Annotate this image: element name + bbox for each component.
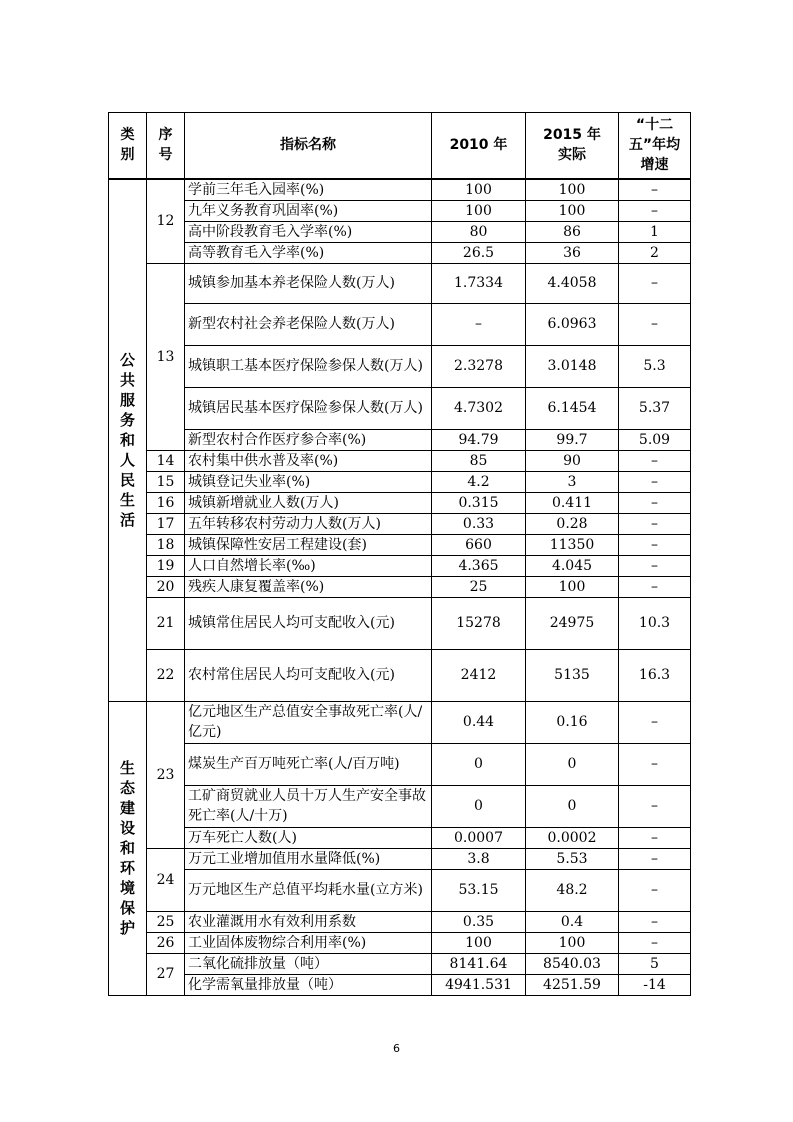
seq-cell: 25 [147, 911, 185, 932]
indicator-name: 万元工业增加值用水量降低(%) [185, 848, 432, 869]
value-2010: 100 [432, 932, 526, 953]
value-2010: 2.3278 [432, 345, 526, 387]
seq-cell: 21 [147, 597, 185, 649]
indicator-name: 二氧化硫排放量（吨） [185, 953, 432, 974]
growth-rate: – [619, 450, 691, 471]
value-2015: 100 [526, 200, 619, 221]
indicator-name: 工矿商贸就业人员十万人生产安全事故死亡率(人/十万) [185, 785, 432, 827]
value-2015: 8540.03 [526, 953, 619, 974]
header-name: 指标名称 [185, 113, 432, 179]
seq-cell: 16 [147, 492, 185, 513]
table-row [109, 743, 691, 785]
value-2015: 36 [526, 242, 619, 263]
indicator-name: 城镇保障性安居工程建设(套) [185, 534, 432, 555]
value-2010: 1.7334 [432, 263, 526, 303]
indicator-name: 万元地区生产总值平均耗水量(立方米) [185, 869, 432, 911]
header-category: 类 别 [109, 113, 147, 179]
indicator-name: 残疾人康复覆盖率(%) [185, 576, 432, 597]
value-2010: – [432, 303, 526, 345]
table-row [109, 387, 691, 429]
table-row [109, 649, 691, 701]
value-2015: 4251.59 [526, 974, 619, 995]
value-2015: 86 [526, 221, 619, 242]
growth-rate: – [619, 848, 691, 869]
table-body [109, 179, 691, 996]
table-row [109, 848, 691, 869]
indicator-name: 新型农村社会养老保险人数(万人) [185, 303, 432, 345]
value-2015: 100 [526, 179, 619, 201]
table-row [109, 263, 691, 303]
table-row [109, 513, 691, 534]
value-2010: 2412 [432, 649, 526, 701]
category-public: 公 共 服 务 和 人 民 生 活 [109, 179, 147, 702]
value-2010: 660 [432, 534, 526, 555]
value-2015: 99.7 [526, 429, 619, 450]
value-2010: 94.79 [432, 429, 526, 450]
table-row [109, 221, 691, 242]
growth-rate: – [619, 471, 691, 492]
table-row [109, 471, 691, 492]
value-2015: 4.4058 [526, 263, 619, 303]
growth-rate: – [619, 785, 691, 827]
growth-rate: – [619, 263, 691, 303]
value-2010: 0.35 [432, 911, 526, 932]
value-2010: 4.2 [432, 471, 526, 492]
indicator-name: 城镇登记失业率(%) [185, 471, 432, 492]
value-2010: 80 [432, 221, 526, 242]
growth-rate: – [619, 911, 691, 932]
table-row [109, 827, 691, 848]
value-2010: 0 [432, 743, 526, 785]
value-2015: 48.2 [526, 869, 619, 911]
growth-rate: – [619, 200, 691, 221]
growth-rate: -14 [619, 974, 691, 995]
growth-rate: – [619, 869, 691, 911]
table-row [109, 200, 691, 221]
value-2015: 6.0963 [526, 303, 619, 345]
table-row [109, 450, 691, 471]
table-row [109, 242, 691, 263]
table-row [109, 576, 691, 597]
value-2010: 4.7302 [432, 387, 526, 429]
header-growth: “十二 五”年均 增速 [619, 113, 691, 179]
value-2015: 5135 [526, 649, 619, 701]
table-row [109, 869, 691, 911]
value-2015: 5.53 [526, 848, 619, 869]
value-2010: 0.44 [432, 701, 526, 743]
table-row [109, 953, 691, 974]
value-2015: 0.16 [526, 701, 619, 743]
indicator-name: 九年义务教育巩固率(%) [185, 200, 432, 221]
value-2010: 3.8 [432, 848, 526, 869]
seq-cell: 17 [147, 513, 185, 534]
header-2015: 2015 年 实际 [526, 113, 619, 179]
value-2015: 0.411 [526, 492, 619, 513]
value-2015: 4.045 [526, 555, 619, 576]
indicator-name: 万车死亡人数(人) [185, 827, 432, 848]
growth-rate: – [619, 303, 691, 345]
growth-rate: – [619, 179, 691, 201]
value-2015: 11350 [526, 534, 619, 555]
seq-cell: 26 [147, 932, 185, 953]
indicator-name: 煤炭生产百万吨死亡率(人/百万吨) [185, 743, 432, 785]
growth-rate: 10.3 [619, 597, 691, 649]
indicator-name: 亿元地区生产总值安全事故死亡率(人/亿元) [185, 701, 432, 743]
value-2010: 0 [432, 785, 526, 827]
growth-rate: 5.37 [619, 387, 691, 429]
value-2010: 26.5 [432, 242, 526, 263]
header-seq: 序 号 [147, 113, 185, 179]
indicator-name: 城镇常住居民人均可支配收入(元) [185, 597, 432, 649]
indicator-name: 人口自然增长率(‰) [185, 555, 432, 576]
indicator-name: 学前三年毛入园率(%) [185, 179, 432, 201]
value-2015: 0.4 [526, 911, 619, 932]
header-row [109, 113, 691, 179]
table-row [109, 785, 691, 827]
growth-rate: 1 [619, 221, 691, 242]
indicators-table [108, 112, 691, 996]
table-row [109, 932, 691, 953]
seq-cell: 24 [147, 848, 185, 911]
growth-rate: – [619, 827, 691, 848]
seq-cell: 12 [147, 179, 185, 264]
seq-cell: 20 [147, 576, 185, 597]
value-2015: 0.0002 [526, 827, 619, 848]
value-2010: 0.33 [432, 513, 526, 534]
seq-cell: 22 [147, 649, 185, 701]
growth-rate: 5.3 [619, 345, 691, 387]
table-row [109, 179, 691, 201]
value-2015: 6.1454 [526, 387, 619, 429]
indicator-name: 工业固体废物综合利用率(%) [185, 932, 432, 953]
growth-rate: – [619, 576, 691, 597]
growth-rate: – [619, 513, 691, 534]
indicator-name: 高等教育毛入学率(%) [185, 242, 432, 263]
value-2015: 0.28 [526, 513, 619, 534]
growth-rate: 5 [619, 953, 691, 974]
table-row [109, 492, 691, 513]
value-2015: 100 [526, 576, 619, 597]
value-2015: 90 [526, 450, 619, 471]
growth-rate: – [619, 555, 691, 576]
seq-cell: 13 [147, 263, 185, 450]
growth-rate: – [619, 492, 691, 513]
seq-cell: 19 [147, 555, 185, 576]
growth-rate: – [619, 743, 691, 785]
table-row [109, 534, 691, 555]
header-2010: 2010 年 [432, 113, 526, 179]
growth-rate: 5.09 [619, 429, 691, 450]
value-2010: 4941.531 [432, 974, 526, 995]
growth-rate: – [619, 534, 691, 555]
indicator-name: 城镇参加基本养老保险人数(万人) [185, 263, 432, 303]
growth-rate: – [619, 701, 691, 743]
growth-rate: 2 [619, 242, 691, 263]
seq-cell: 27 [147, 953, 185, 995]
growth-rate: – [619, 932, 691, 953]
table-row [109, 429, 691, 450]
table-row [109, 911, 691, 932]
indicator-name: 五年转移农村劳动力人数(万人) [185, 513, 432, 534]
indicator-name: 农村集中供水普及率(%) [185, 450, 432, 471]
table-row [109, 701, 691, 743]
value-2010: 100 [432, 179, 526, 201]
page-number: 6 [393, 1042, 400, 1055]
table-row [109, 974, 691, 995]
value-2015: 3 [526, 471, 619, 492]
indicator-name: 新型农村合作医疗参合率(%) [185, 429, 432, 450]
table-row [109, 345, 691, 387]
seq-cell: 14 [147, 450, 185, 471]
indicator-name: 农村常住居民人均可支配收入(元) [185, 649, 432, 701]
growth-rate: 16.3 [619, 649, 691, 701]
seq-cell: 18 [147, 534, 185, 555]
value-2010: 25 [432, 576, 526, 597]
indicator-name: 农业灌溉用水有效利用系数 [185, 911, 432, 932]
indicator-name: 城镇新增就业人数(万人) [185, 492, 432, 513]
value-2015: 3.0148 [526, 345, 619, 387]
value-2010: 53.15 [432, 869, 526, 911]
indicator-name: 城镇居民基本医疗保险参保人数(万人) [185, 387, 432, 429]
table-row [109, 555, 691, 576]
value-2010: 4.365 [432, 555, 526, 576]
category-eco: 生 态 建 设 和 环 境 保 护 [109, 701, 147, 995]
value-2010: 8141.64 [432, 953, 526, 974]
value-2010: 85 [432, 450, 526, 471]
value-2010: 15278 [432, 597, 526, 649]
seq-cell: 23 [147, 701, 185, 848]
seq-cell: 15 [147, 471, 185, 492]
value-2015: 100 [526, 932, 619, 953]
table-row [109, 303, 691, 345]
value-2010: 100 [432, 200, 526, 221]
indicator-name: 化学需氧量排放量（吨） [185, 974, 432, 995]
value-2015: 0 [526, 743, 619, 785]
table-row [109, 597, 691, 649]
value-2010: 0.0007 [432, 827, 526, 848]
value-2015: 24975 [526, 597, 619, 649]
value-2015: 0 [526, 785, 619, 827]
indicator-name: 高中阶段教育毛入学率(%) [185, 221, 432, 242]
indicator-name: 城镇职工基本医疗保险参保人数(万人) [185, 345, 432, 387]
value-2010: 0.315 [432, 492, 526, 513]
